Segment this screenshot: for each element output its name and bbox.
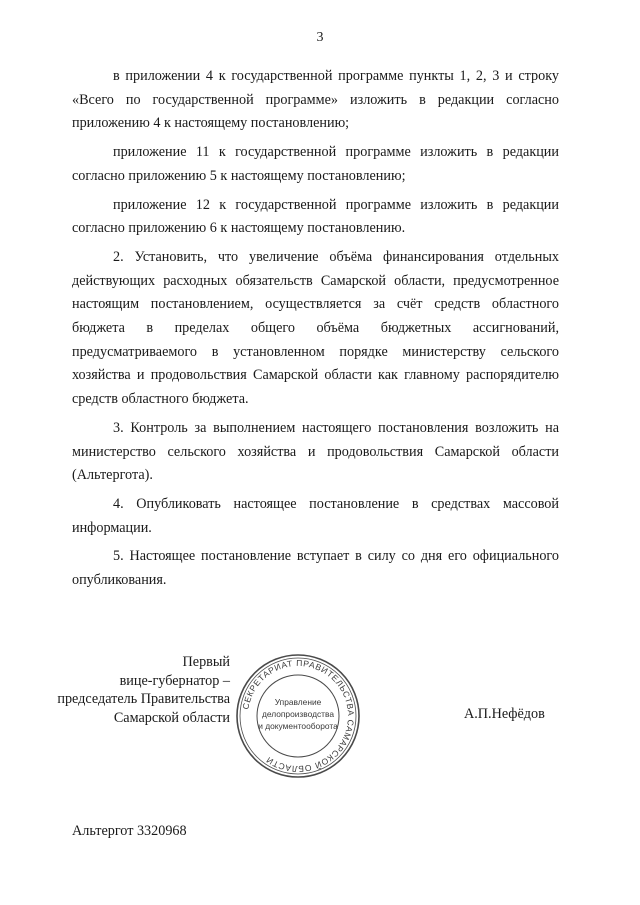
- paragraph: приложение 11 к государственной программе изложить в редакции согласно приложению 5 к настоящему постановлению;: [72, 144, 559, 184]
- signer-title-line: Самарской области: [113, 709, 230, 726]
- signer-title-line: Первый: [182, 654, 230, 670]
- stamp-outer-text: СЕКРЕТАРИАТ ПРАВИТЕЛЬСТВА САМАРСКОЙ ОБЛАСТИ: [240, 657, 357, 775]
- stamp: [232, 650, 364, 787]
- stamp-inner-line: делопроизводства: [261, 709, 335, 719]
- stamp-inner-line: и документооборота: [258, 721, 338, 731]
- signer-title: [57, 653, 230, 727]
- paragraph: 5. Настоящее постановление вступает в силу со дня его официального опубликования.: [72, 548, 559, 589]
- paragraph: 4. Опубликовать настоящее постановление в средствах массовой информации.: [72, 495, 559, 536]
- paragraph: 2. Установить, что увеличение объёма финансирования отдельных действующих расходных обязательств Самарской области, предусмотренное настоящим постановлением, осуществляется за счёт средств областного бюджета в пределах общего объёма бюджетных ассигнований, предусматриваемого в установленном порядке министерству сельского хозяйства и продовольствия Самарской области как главному распорядителю средств областного бюджета.: [72, 248, 559, 408]
- signer-name: А.П.Нефёдов: [464, 706, 545, 722]
- paragraph: в приложении 4 к государственной программе пункты 1, 2, 3 и строку «Всего по государственной программе» изложить в редакции согласно приложению 4 к настоящему постановлению;: [72, 68, 559, 132]
- page-number: 3: [316, 30, 324, 45]
- signature-block: [0, 650, 640, 775]
- signer-title-line: вице-губернатор –: [119, 672, 230, 689]
- paragraph: 3. Контроль за выполнением настоящего постановления возложить на министерство сельского хозяйства и продовольствия Самарской области (Альтергота).: [72, 419, 559, 484]
- paragraph: приложение 12 к государственной программе изложить в редакции согласно приложению 6 к настоящему постановлению.: [72, 196, 559, 237]
- footer-code: Альтергот 3320968: [72, 823, 187, 839]
- stamp-seal: [232, 650, 364, 782]
- signer-title-line: председатель Правительства: [57, 691, 230, 707]
- body-text: [72, 65, 559, 598]
- stamp-inner-line: Управление: [274, 697, 322, 707]
